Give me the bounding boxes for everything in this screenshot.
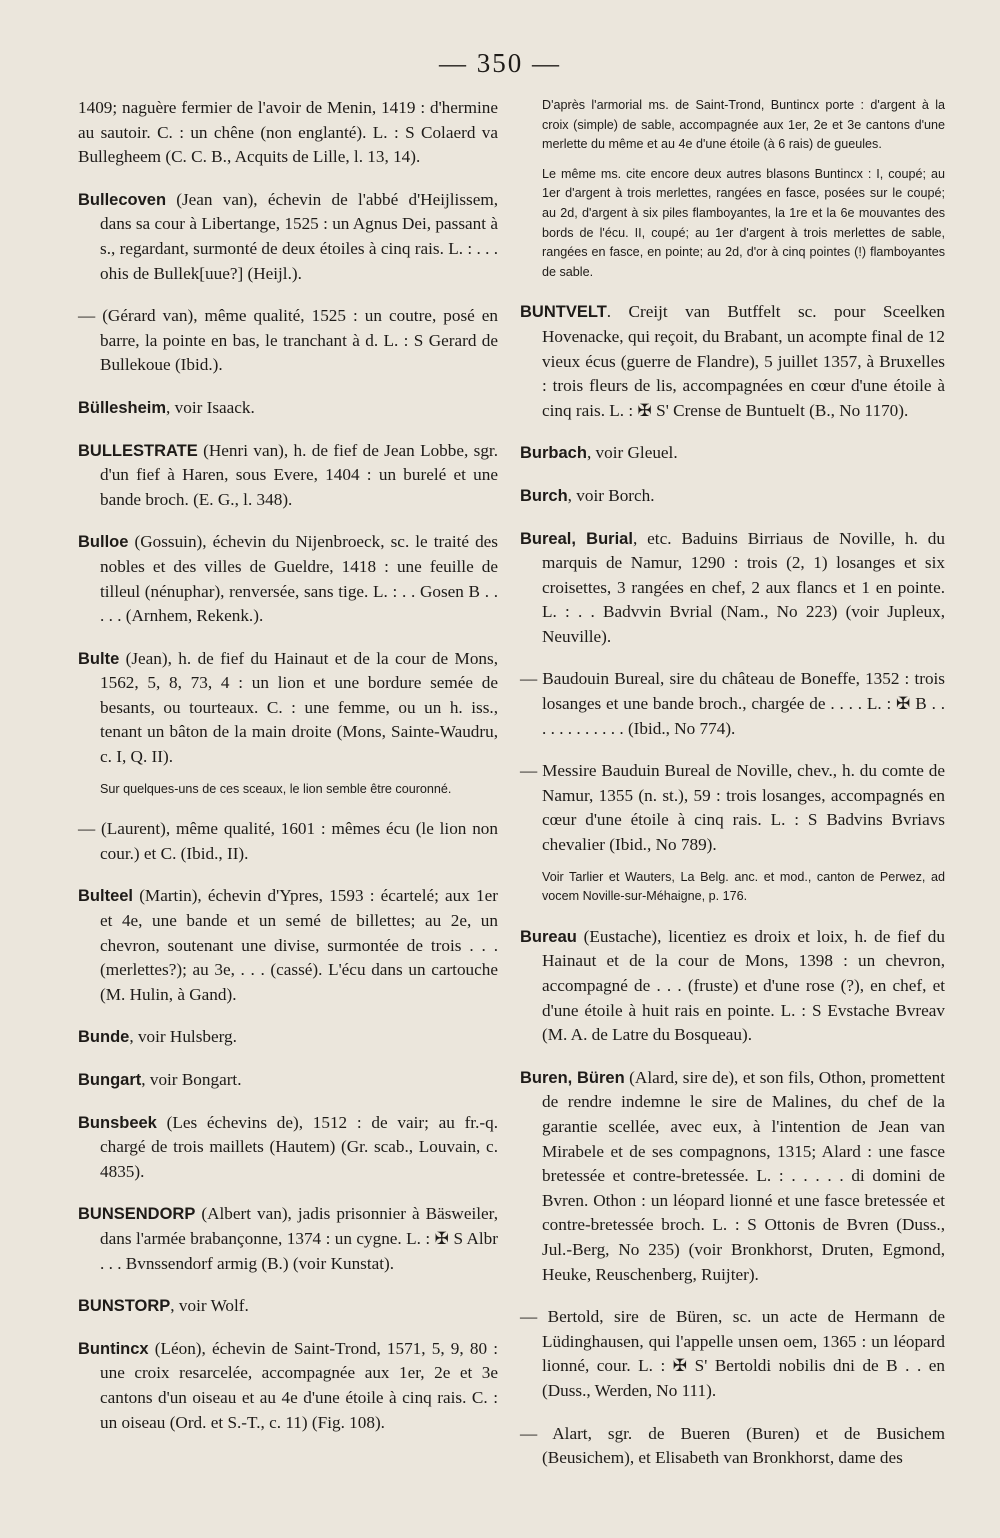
entry-text: D'après l'armorial ms. de Saint-Trond, Buntincx porte : d'argent à la croix (simple) de sable, accompagnée aux 1er, 2e et 3e cantons d'une merlette du même et au 4e d'une étoile (à 6 rais) de gueules. bbox=[542, 98, 945, 152]
entry-paragraph bbox=[520, 527, 945, 650]
entry-headword: Bungart bbox=[78, 1071, 142, 1089]
entry-headword: Bureau bbox=[520, 927, 577, 946]
entry-paragraph bbox=[520, 925, 945, 1048]
entry-text: 1409; naguère fermier de l'avoir de Menin, 1419 : d'hermine au sautoir. C. : un chêne (non englanté). L. : S Colaerd va Bullegheem (C. C. B., Acquits de Lille, l. 13, 14). bbox=[78, 98, 498, 167]
entry-text: — (Laurent), même qualité, 1601 : mêmes écu (le lion non cour.) et C. (Ibid., II). bbox=[78, 819, 498, 863]
entry-paragraph bbox=[78, 188, 498, 286]
entry-headword: Bulte bbox=[78, 649, 120, 668]
entry-text: (Alard, sire de), et son fils, Othon, promettent de rendre indemne le sire de Malines, du chef de la garantie scellée, avec eux, à l'intention de Jean van Mirabele et de ses compagnons, 1315; Alard : une fasce bretessée et contre-bretessée. L. : . . . . . di domini de Bvren. Othon : un léopard lionné et une fasce bretessée et contre-bretessée broch. L. : S Ottonis de Bvren (Duss., Jul.-Berg, No 235) (voir Bronkhorst, Druten, Egmond, Heuke, Reuschenberg, Ruijter). bbox=[542, 1067, 945, 1284]
entry-headword: Bulteel bbox=[78, 887, 134, 906]
entry-paragraph bbox=[78, 1337, 498, 1435]
entry-text: (Gossuin), échevin du Nijenbroeck, sc. le traité des nobles et des villes de Gueldre, 1418 : une feuille de tilleul (nénuphar), renversée, sans tige. L. : . . Gosen B . . . . . (Arnhem, Rekenk.). bbox=[100, 532, 498, 626]
footnote bbox=[100, 780, 498, 800]
entry-text: (Eustache), licentiez es droix et loix, h. de fief du Hainaut et de la cour de Mons, 1398 : un chevron, accompagné de . . . (fruste) et d'une rose (?), en chef, et d'une étoile à huit rais en pointe. L. : S Evstache Bvreav (M. A. de Latre du Bosqueau). bbox=[542, 926, 945, 1045]
entry-headword: Bureal, Burial bbox=[520, 529, 633, 548]
entry-headword: Burbach bbox=[520, 444, 587, 463]
entry-text: , voir Borch. bbox=[567, 485, 655, 505]
entry-headword: Bullecoven bbox=[78, 190, 167, 209]
entry-text: — Baudouin Bureal, sire du château de Boneffe, 1352 : trois losanges et une bande broch., chargée de . . . . L. : ✠ B . . . . . . . . . . . . (Ibid., No 774). bbox=[520, 669, 945, 738]
entry-text: (Martin), échevin d'Ypres, 1593 : écartelé; aux 1er et 4e, une bande et un semé de billettes; au 2e, un chevron, soutenant une divise, surmontée de trois . . . (merlettes?); au 3e, . . . (cassé). L'écu dans un cartouche (M. Hulin, à Gand). bbox=[100, 886, 498, 1004]
entry-paragraph bbox=[520, 1066, 945, 1287]
entry-headword: Bunsbeek bbox=[78, 1113, 157, 1132]
entry-headword: BULLESTRATE bbox=[78, 441, 198, 460]
entry-text: — Messire Bauduin Bureal de Noville, chev., h. du comte de Namur, 1355 (n. st.), 59 : trois losanges, accompagnés en cœur d'une étoile à cinq rais. L. : S Badvins Bvriavs chevalier (Ibid., No 789). bbox=[520, 761, 945, 855]
entry-paragraph bbox=[520, 484, 945, 509]
entry-paragraph bbox=[520, 300, 945, 423]
entry-text: — (Gérard van), même qualité, 1525 : un coutre, posé en barre, la pointe en bas, le tranchant à d. L. : S Gerard de Bullekoue (Ibid.). bbox=[78, 306, 498, 375]
entry-text: , voir Bongart. bbox=[141, 1070, 242, 1089]
entry-paragraph bbox=[520, 759, 945, 857]
entry-paragraph bbox=[520, 1422, 945, 1471]
entry-text: (Albert van), jadis prisonnier à Bäsweiler, dans l'armée brabançonne, 1374 : un cygne. L. : ✠ S Albr . . . Bvnssendorf armig (B.) (voir Kunstat). bbox=[100, 1204, 498, 1273]
entry-text: — Bertold, sire de Büren, sc. un acte de Hermann de Lüdinghausen, qui l'appelle unsen oem, 1365 : un léopard lionné, cour. L. : ✠ S' Bertoldi nobilis dni de B . . en (Duss., Werden, No 111). bbox=[520, 1307, 945, 1400]
page-number: — 350 — bbox=[439, 48, 561, 78]
entry-paragraph bbox=[78, 96, 498, 170]
entry-headword: Bulloe bbox=[78, 533, 129, 552]
entry-text: , voir Gleuel. bbox=[586, 443, 678, 463]
entry-headword: BUNTVELT bbox=[520, 303, 607, 322]
entry-headword: Buntincx bbox=[78, 1339, 149, 1358]
entry-paragraph bbox=[520, 441, 945, 466]
entry-text: (Jean), h. de fief du Hainaut et de la cour de Mons, 1562, 5, 8, 73, 4 : un lion et une bordure semée de besants, ou tourteaux. C. : une femme, ou un h. iss., tenant un bâton de la main droite (Mons, Sainte-Waudru, c. I, Q. II). bbox=[100, 648, 498, 767]
entry-paragraph bbox=[78, 884, 498, 1007]
left-column bbox=[78, 96, 498, 1453]
entry-paragraph bbox=[78, 439, 498, 513]
entry-paragraph bbox=[78, 304, 498, 378]
entry-headword: BUNSTORP bbox=[78, 1297, 171, 1316]
entry-text: (Les échevins de), 1512 : de vair; au fr.-q. chargé de trois maillets (Hautem) (Gr. scab., Louvain, c. 4835). bbox=[100, 1112, 498, 1181]
entry-text: , etc. Baduins Birriaus de Noville, h. du marquis de Namur, 1290 : trois (2, 1) losanges et six croisettes, 3 rangées en chef, 2 aux flancs et 1 en pointe. L. : . . Badvvin Bvrial (Nam., No 223) (voir Jupleux, Neuville). bbox=[542, 528, 945, 646]
entry-paragraph bbox=[78, 530, 498, 628]
entry-text: , voir Wolf. bbox=[170, 1296, 249, 1316]
entry-text: Le même ms. cite encore deux autres blasons Buntincx : I, coupé; au 1er d'argent à trois merlettes, rangées en fasce, posées sur le coupé; au 2d, d'argent à six piles flamboyantes, la 1re et la 6e mouvantes des bords de l'écu. II, coupé; au 1er d'argent à trois merlettes de sable, rangées en fasce, en pointe; au 2d, d'or à cinq pointes (!) flamboyantes de sable. bbox=[542, 166, 945, 279]
entry-paragraph bbox=[78, 647, 498, 770]
entry-paragraph bbox=[520, 667, 945, 741]
entry-paragraph bbox=[520, 1305, 945, 1403]
footnote bbox=[542, 165, 945, 283]
entry-headword: BUNSENDORP bbox=[78, 1205, 196, 1224]
entry-paragraph bbox=[78, 1111, 498, 1185]
entry-text: . Creijt van Butffelt sc. pour Sceelken Hovenacke, qui reçoit, du Brabant, un acompte final de 12 vieux écus (guerre de Flandre), 5 juillet 1357, à Bruxelles : trois fleurs de lis, accompagnées en cœur d'une étoile à cinq rais. L. : ✠ S' Crense de Buntuelt (B., No 1170). bbox=[542, 302, 945, 420]
footnote bbox=[542, 868, 945, 907]
entry-paragraph bbox=[78, 817, 498, 866]
entry-text: (Henri van), h. de fief de Jean Lobbe, sgr. d'un fief à Haren, sous Evere, 1404 : un burelé et une bande broch. (E. G., l. 348). bbox=[100, 440, 498, 509]
footnote bbox=[542, 96, 945, 155]
entry-paragraph bbox=[78, 1294, 498, 1319]
entry-headword: Büllesheim bbox=[78, 398, 167, 417]
entry-paragraph bbox=[78, 396, 498, 421]
entry-headword: Burch bbox=[520, 486, 568, 505]
entry-text: — Alart, sgr. de Bueren (Buren) et de Busichem (Beusichem), et Elisabeth van Bronkhorst, dame des bbox=[520, 1423, 945, 1468]
entry-headword: Bunde bbox=[78, 1028, 130, 1047]
entry-headword: Buren, Büren bbox=[520, 1068, 625, 1087]
entry-text: Sur quelques-uns de ces sceaux, le lion semble être couronné. bbox=[100, 781, 452, 796]
entry-text: , voir Hulsberg. bbox=[129, 1027, 237, 1047]
entry-paragraph bbox=[78, 1025, 498, 1050]
entry-text: , voir Isaack. bbox=[166, 397, 255, 417]
entry-paragraph bbox=[78, 1068, 498, 1093]
entry-text: (Jean van), échevin de l'abbé d'Heijlissem, dans sa cour à Libertange, 1525 : un Agnus Dei, passant à s., regardant, surmonté de deux étoiles à cinq rais. L. : . . . ohis de Bullek[uue?] (Heijl.). bbox=[100, 189, 498, 283]
right-column bbox=[520, 96, 945, 1489]
entry-paragraph bbox=[78, 1202, 498, 1276]
entry-text: Voir Tarlier et Wauters, La Belg. anc. et mod., canton de Perwez, ad vocem Noville-sur-Méhaigne, p. 176. bbox=[542, 869, 945, 904]
entry-text: (Léon), échevin de Saint-Trond, 1571, 5, 9, 80 : une croix resarcelée, accompagnée aux 1er, 2e et 3e cantons d'un oiseau et au 4e d'une étoile à cinq rais. C. : un oiseau (Ord. et S.-T., c. 11) (Fig. 108). bbox=[100, 1338, 498, 1432]
